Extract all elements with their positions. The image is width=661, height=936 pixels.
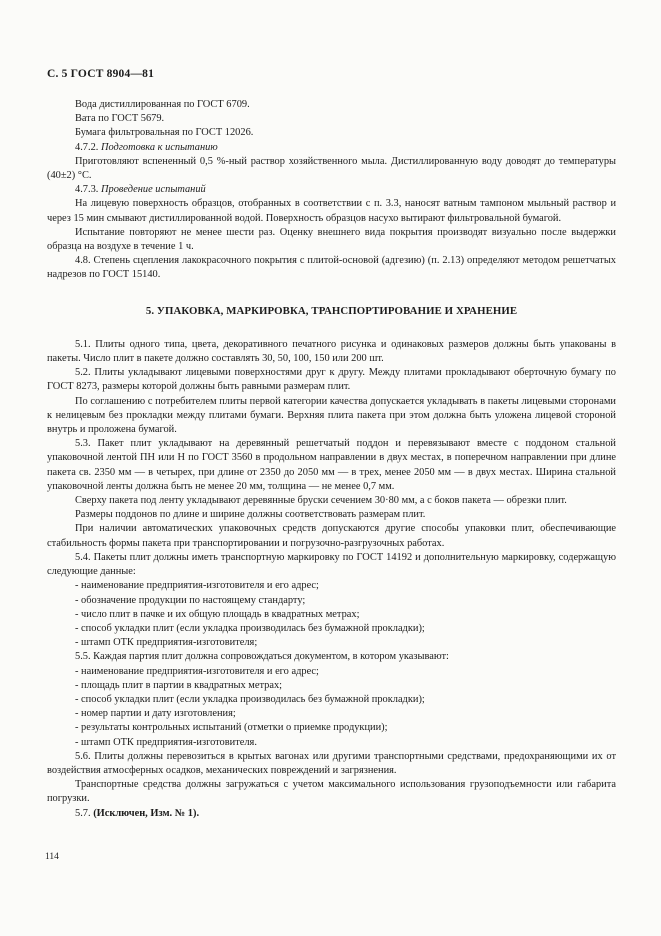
paragraph: На лицевую поверхность образцов, отобранных в соответствии с п. 3.3, наносят ватным тампоном мыльный раствор и через 15 мин смывают дистиллированной водой. Поверхность образцов насухо вытирают фильтровальной бумагой. — [47, 198, 616, 224]
paragraph: 4.8. Степень сцепления лакокрасочного покрытия с плитой-основой (адгезию) (п. 2.13) определяют методом решетчатых надрезов по ГОСТ 15140. — [47, 255, 616, 281]
page-header: С. 5 ГОСТ 8904—81 — [47, 68, 155, 80]
clause-5-7 — [47, 807, 616, 821]
section-title: 5. УПАКОВКА, МАРКИРОВКА, ТРАНСПОРТИРОВАНИЕ И ХРАНЕНИЕ — [145, 304, 518, 317]
paragraph: Приготовляют вспененный 0,5 %-ный раствор хозяйственного мыла. Дистиллированную воду доводят до температуры (40±2) °С. — [47, 155, 616, 182]
list-item: - наименование предприятия-изготовителя и его адрес; — [75, 665, 319, 677]
paragraph: Размеры поддонов по длине и ширине должны соответствовать размерам плит. — [75, 509, 426, 521]
clause-title: Подготовка к испытанию — [101, 141, 218, 153]
subsection-heading-4-7-3 — [47, 183, 616, 197]
paragraph: Сверху пакета под ленту укладывают деревянные бруски сечением 30·80 мм, а с боков пакета — обрезки плит. — [75, 495, 567, 507]
list-item: - способ укладки плит (если укладка производилась без бумажной прокладки); — [75, 622, 425, 634]
paragraph: 5.5. Каждая партия плит должна сопровождаться документом, в котором указывают: — [75, 651, 449, 663]
list-item: - результаты контрольных испытаний (отметки о приемке продукции); — [75, 722, 388, 734]
paragraph: Транспортные средства должны загружаться с учетом максимального использования грузоподъемности или габарита погрузки. — [47, 779, 616, 805]
clause-number: 4.7.2. — [75, 141, 99, 153]
list-item: - наименование предприятия-изготовителя и его адрес; — [75, 580, 319, 592]
paragraph: 5.1. Плиты одного типа, цвета, декоративного печатного рисунка и одинаковых размеров должны быть упакованы в пакеты. Число плит в пакете должно составлять 30, 50, 100, 150 или 200 шт. — [47, 338, 616, 365]
clause-title: Проведение испытаний — [101, 184, 206, 196]
text-line: Вода дистиллированная по ГОСТ 6709. — [75, 99, 250, 110]
paragraph: 5.2. Плиты укладывают лицевыми поверхностями друг к другу. Между плитами прокладывают оберточную бумагу по ГОСТ 8273, размеры которой должны быть равными размерам плит. — [47, 367, 616, 393]
list-item: - штамп ОТК предприятия-изготовителя; — [75, 637, 258, 649]
paragraph: 5.4. Пакеты плит должны иметь транспортную маркировку по ГОСТ 14192 и дополнительную маркировку, содержащую следующие данные: — [47, 551, 616, 578]
clause-number: 4.7.3. — [75, 184, 99, 196]
paragraph: 5.6. Плиты должны перевозиться в крытых вагонах или другими транспортными средствами, предохраняющими их от воздействия атмосферных осадков, механических повреждений и загрязнения. — [47, 750, 616, 776]
paragraph: При наличии автоматических упаковочных средств допускаются другие способы упаковки плит, обеспечивающие стабильность формы пакета при транспортировании и погрузочно-разгрузочных работах. — [47, 523, 616, 549]
clause-excluded-note: (Исключен, Изм. № 1). — [93, 807, 200, 819]
text-line: Бумага фильтровальная по ГОСТ 12026. — [75, 127, 254, 139]
list-item: - штамп ОТК предприятия-изготовителя. — [75, 736, 257, 748]
text-line: Вата по ГОСТ 5679. — [75, 113, 165, 125]
list-item: - номер партии и дату изготовления; — [75, 708, 236, 720]
page-number: 114 — [45, 852, 59, 862]
paragraph: 5.3. Пакет плит укладывают на деревянный решетчатый поддон и перевязывают вместе с поддоном стальной упаковочной лентой ПН или Н по ГОСТ 3560 в продольном направлении в двух местах, в поперечном направлении при длине пакета св. 2350 мм — в четырех, при длине от 2350 до 2050 мм — в трех, менее 2050 мм — в двух местах. Ширина стальной упаковочной ленты должна быть не менее 20 мм, толщина — не менее 0,7 мм. — [47, 438, 616, 492]
list-item: - площадь плит в партии в квадратных метрах; — [75, 679, 283, 691]
list-item: - способ укладки плит (если укладка производилась без бумажной прокладки); — [75, 693, 425, 705]
document-body — [47, 98, 616, 821]
paragraph: Испытание повторяют не менее шести раз. Оценку внешнего вида покрытия производят визуально после выдержки образца на воздухе в течение 1 ч. — [47, 226, 616, 253]
paragraph: По соглашению с потребителем плиты первой категории качества допускается укладывать в пакеты лицевыми сторонами к нелицевым без прокладки между плитами бумаги. Верхняя плита пакета при этом должна быть уложена лицевой стороной внутрь и проложена бумагой. — [47, 395, 616, 436]
clause-number: 5.7. — [75, 807, 91, 819]
list-item: - обозначение продукции по настоящему стандарту; — [75, 594, 306, 606]
list-item: - число плит в пачке и их общую площадь в квадратных метрах; — [75, 608, 360, 620]
subsection-heading-4-7-2 — [47, 141, 616, 155]
